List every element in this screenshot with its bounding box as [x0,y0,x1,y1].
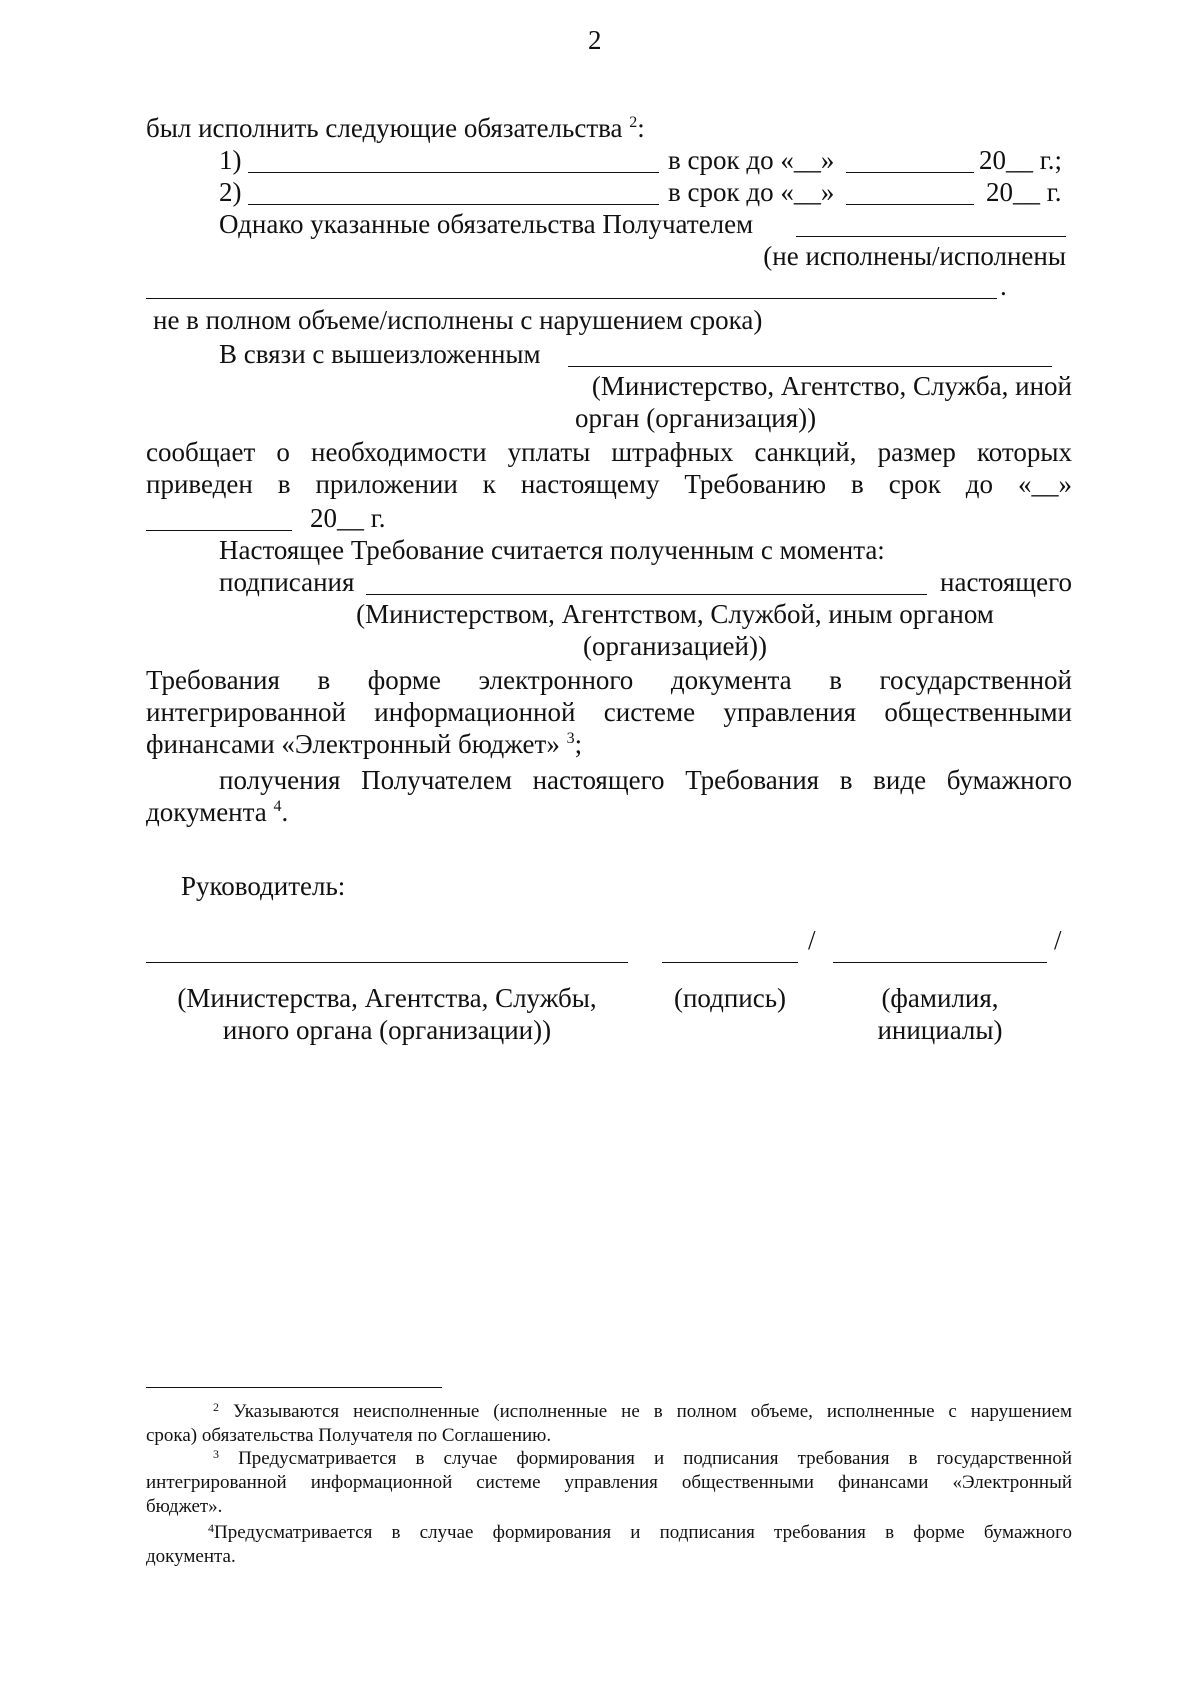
page-number: 2 [588,25,602,55]
penalty-line-1: сообщает о необходимости уплаты штрафных санкций, размер которых [146,437,1072,467]
obligation-1-blank[interactable] [248,172,659,173]
receipt-signing-label: подписания [219,567,355,597]
consequence-text: В связи с вышеизложенным [219,339,541,369]
penalty-year: 20__ г. [310,503,386,533]
signature-head-label: Руководитель: [181,871,346,901]
footnote-3-line-1 [213,1447,1072,1470]
footnote-3-line-3: бюджет». [146,1496,223,1517]
obligation-2-year: 20__ г. [986,177,1062,207]
receipt-signing-tail: настоящего [940,567,1072,597]
footnote-3-number: 3 [213,1447,219,1461]
footnote-2-text: Указываются неисполненные (исполненные не в полном объеме, исполненные с нарушением [232,1401,1073,1422]
obligation-2-month-blank[interactable] [846,204,974,205]
signature-slash-2: / [1054,925,1062,955]
receipt-para-line-2: интегрированной информационной системе управления общественными [146,697,1072,727]
signature-slash-1: / [808,925,816,955]
footnote-2-line-2: срока) обязательства Получателя по Соглашению. [146,1425,552,1446]
consequence-hint-2: орган (организация)) [575,403,817,433]
footnote-ref-4: 4 [273,798,282,815]
receipt-para-text: финансами «Электронный бюджет» [146,729,560,759]
consequence-hint-1: (Министерство, Агентство, Служба, иной [591,371,1072,401]
receipt-para-line-3 [146,728,582,760]
consequence-authority-blank[interactable] [568,366,1052,367]
footnote-2-number: 2 [213,1400,219,1414]
however-hint-1: (не исполнены/исполнены [763,241,1066,271]
receipt-paper-line-1: получения Получателем настоящего Требования в виде бумажного [219,765,1072,795]
intro-text: был исполнить следующие обязательства [146,113,623,143]
obligation-2-blank[interactable] [248,204,659,205]
signature-col1-line-2: иного органа (организации)) [222,1015,552,1045]
receipt-hint-2: (организацией)) [583,631,767,661]
footnote-ref-3: 3 [566,730,575,747]
intro-line [146,112,645,144]
however-hint-2: не в полном объеме/исполнены с нарушением срока) [153,305,763,335]
footnote-3-text: Предусматривается в случае формирования и подписания требования в государственной [238,1448,1072,1469]
penalty-line-2: приведен в приложении к настоящему Требованию в срок до «__» [146,469,1072,499]
signature-col1-line-1: (Министерства, Агентства, Службы, [177,983,597,1013]
however-status-blank[interactable] [796,236,1066,237]
footnote-3-line-2: интегрированной информационной системе управления общественными финансами «Электронный [146,1472,1072,1493]
footnote-separator [146,1387,442,1388]
receipt-para-end: ; [574,729,583,759]
signature-name-blank[interactable] [833,962,1047,963]
however-period: . [1000,271,1007,301]
obligation-1-number: 1) [219,145,242,175]
however-status-blank-2[interactable] [146,298,997,299]
obligation-2-number: 2) [219,177,242,207]
intro-colon: : [637,113,645,143]
obligation-2-deadline: в срок до «__» [668,177,835,207]
obligation-1-year: 20__ г.; [979,145,1063,175]
however-text: Однако указанные обязательства Получателем [219,209,754,239]
signature-col3-line-1: (фамилия, [881,983,999,1013]
signature-sign-blank[interactable] [662,962,798,963]
footnote-4-line-2: документа. [146,1546,236,1567]
receipt-heading: Настоящее Требование считается полученным с момента: [219,535,885,565]
footnote-4-text: Предусматривается в случае формирования и подписания требования в форме бумажного [214,1522,1072,1543]
obligation-1-deadline: в срок до «__» [668,145,835,175]
footnote-2-line-1 [213,1400,1072,1423]
signature-col2: (подпись) [673,983,787,1013]
footnote-4-line-1 [208,1521,1072,1544]
signature-authority-blank[interactable] [146,962,628,963]
receipt-para-line-1: Требования в форме электронного документа в государственной [146,665,1072,695]
obligation-1-month-blank[interactable] [846,172,974,173]
footnote-4-number: 4 [208,1521,214,1535]
signature-col3-line-2: инициалы) [877,1015,1003,1045]
receipt-hint-1: (Министерством, Агентством, Службой, иным органом [356,599,994,629]
receipt-authority-blank[interactable] [366,594,927,595]
penalty-month-blank[interactable] [146,530,292,531]
receipt-paper-end: . [281,797,289,827]
receipt-paper-text: документа [146,797,267,827]
receipt-paper-line-2 [146,796,288,828]
footnote-ref-2: 2 [629,114,638,131]
